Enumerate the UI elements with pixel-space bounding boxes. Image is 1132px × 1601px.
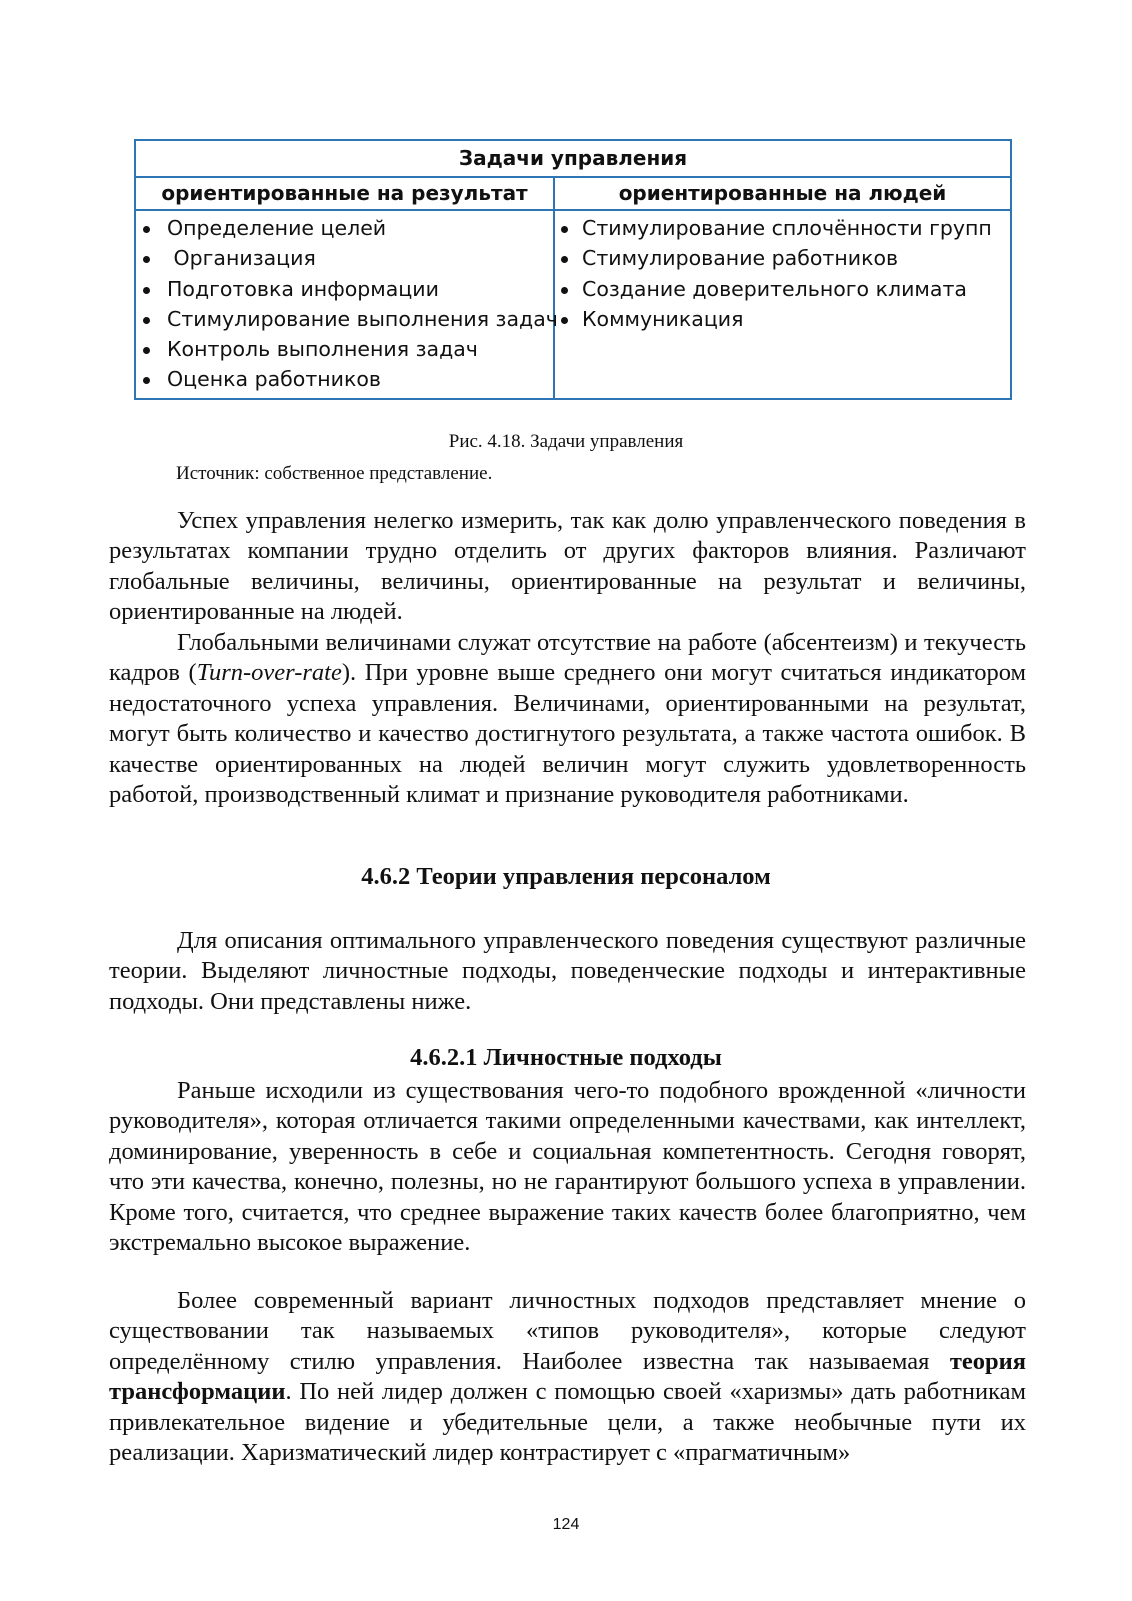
- list-item: Определение целей: [136, 213, 553, 243]
- list-item: Организация: [136, 243, 553, 273]
- figure-source: Источник: собственное представление.: [176, 463, 493, 484]
- figure-caption: Рис. 4.18. Задачи управления: [448, 431, 684, 452]
- paragraph-4: Раньше исходили из существования чего-то подобного врожденной «личности руководителя», которая отличается такими определенными качествами, как интеллект, доминирование, уверенность в себе и социальная компетентность. Сегодня говорят, что эти качества, конечно, полезны, но не гарантируют большого успеха в управлении. Кроме того, считается, что среднее выражение таких качеств более благоприятно, чем экстремально высокое выражение.: [109, 1077, 1026, 1257]
- list-item: Коммуникация: [555, 304, 1010, 334]
- list-item: Оценка работников: [136, 364, 553, 394]
- list-item: Создание доверительного климата: [555, 274, 1010, 304]
- left-column-header: ориентированные на результат: [136, 178, 555, 209]
- paragraph-3: Для описания оптимального управленческого поведения существуют различные теории. Выделяют личностные подходы, поведенческие подходы и интерактивные подходы. Они представлены ниже.: [109, 927, 1026, 1015]
- page-number: 124: [552, 1516, 580, 1533]
- left-column-cell: [136, 211, 558, 398]
- paragraph-2-emphasis: Turn-over-rate: [196, 659, 342, 687]
- paragraph-5: [109, 1286, 1026, 1468]
- table-title: Задачи управления: [136, 141, 1010, 178]
- paragraph-5-text-b: . По ней лидер должен с помощью своей «харизмы» дать работникам привлекательное видение и убедительные цели, а также необычные пути их реализации. Харизматический лидер контрастирует с «прагматичным»: [109, 1378, 1026, 1467]
- table-header-row: [136, 178, 1010, 211]
- people-oriented-list: [555, 211, 1010, 334]
- paragraph-1: Успех управления нелегко измерить, так как долю управленческого поведения в результатах компании трудно отделить от других факторов влияния. Различают глобальные величины, величины, ориентированные на результат и величины, ориентированные на людей.: [109, 507, 1026, 626]
- right-column-header: ориентированные на людей: [618, 181, 947, 205]
- paragraph-2-text-b: ). При уровне выше среднего они могут считаться индикатором недостаточного успеха управления. Величинами, ориентированными на результат, могут быть количество и качество достигнутого результата, а также частота ошибок. В качестве ориентированных на людей величин могут служить удовлетворенность работой, производственный климат и признание руководителя работниками.: [109, 659, 1026, 809]
- list-item: Стимулирование выполнения задач: [136, 304, 553, 334]
- list-item: Подготовка информации: [136, 274, 553, 304]
- section-heading: 4.6.2 Теории управления персоналом: [361, 863, 771, 890]
- paragraph-5-bold-term: теория трансформации: [109, 1347, 1026, 1406]
- result-oriented-list: [136, 211, 558, 395]
- list-item: Стимулирование сплочённости групп: [555, 213, 1010, 243]
- list-item: Контроль выполнения задач: [136, 334, 553, 364]
- management-tasks-table: [134, 139, 1012, 400]
- subsection-heading: 4.6.2.1 Личностные подходы: [410, 1044, 722, 1071]
- paragraph-5-text-a: Более современный вариант личностных подходов представляет мнение о существовании так называемых «типов руководителя», которые следуют определённому стилю управления. Наиболее известна так называемая: [109, 1287, 1026, 1375]
- table-body-row: [136, 211, 1010, 398]
- paragraph-2: [109, 628, 1026, 810]
- right-column-cell: [555, 211, 1010, 398]
- paragraph-2-text-a: Глобальными величинами служат отсутствие на работе (абсентеизм) и текучесть кадров (: [109, 629, 1026, 687]
- list-item: Стимулирование работников: [555, 243, 1010, 273]
